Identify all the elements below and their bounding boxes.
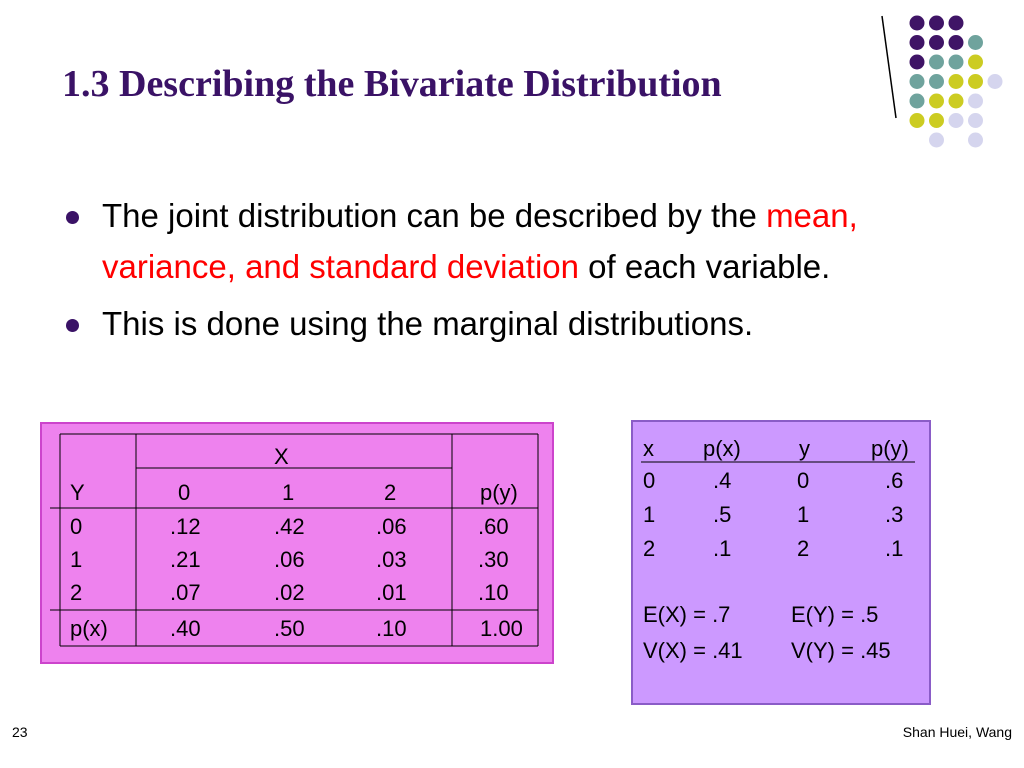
marg-cell: .3 bbox=[885, 502, 904, 527]
bullet-item-1 bbox=[60, 190, 960, 292]
decorative-dot bbox=[988, 74, 1003, 89]
x-value-0: 0 bbox=[178, 480, 191, 505]
decorative-dot bbox=[968, 35, 983, 50]
marg-cell: .5 bbox=[713, 502, 732, 527]
x-header: X bbox=[274, 444, 289, 469]
row-label-2: 2 bbox=[70, 580, 83, 605]
author-name: Shan Huei, Wang bbox=[902, 724, 1012, 740]
decorative-dot bbox=[929, 55, 944, 70]
decorative-dot bbox=[968, 113, 983, 128]
marg-cell: .1 bbox=[885, 536, 904, 561]
decorative-dot bbox=[949, 113, 964, 128]
row-total: .30 bbox=[478, 547, 509, 572]
px-value-2: .10 bbox=[376, 616, 407, 641]
decorative-dot bbox=[968, 55, 983, 70]
decorative-dot bbox=[910, 55, 925, 70]
bullet-1-text-end: of each variable. bbox=[579, 248, 831, 285]
decorative-dot bbox=[910, 94, 925, 109]
decorative-dot-grid bbox=[0, 0, 1024, 200]
decorative-dot bbox=[968, 133, 983, 148]
px-label: p(x) bbox=[70, 616, 108, 641]
table-cell: .07 bbox=[170, 580, 201, 605]
decorative-dot bbox=[949, 16, 964, 31]
row-label-1: 1 bbox=[70, 547, 83, 572]
y-header: Y bbox=[70, 480, 85, 505]
marg-header-px: p(x) bbox=[703, 436, 741, 461]
marg-cell: 2 bbox=[643, 536, 656, 561]
decorative-dot bbox=[949, 55, 964, 70]
marg-cell: 0 bbox=[797, 468, 810, 493]
bullet-1-text: The joint distribution can be described by the bbox=[102, 197, 767, 234]
row-total: .10 bbox=[478, 580, 509, 605]
decorative-dot bbox=[910, 35, 925, 50]
decorative-dot bbox=[929, 74, 944, 89]
bullet-icon bbox=[66, 211, 79, 224]
table-cell: .42 bbox=[274, 514, 305, 539]
marg-cell: .6 bbox=[885, 468, 904, 493]
table-cell: .06 bbox=[376, 514, 407, 539]
table-cell: .03 bbox=[376, 547, 407, 572]
bullet-2-text: This is done using the marginal distributions. bbox=[102, 305, 754, 342]
decorative-dot bbox=[929, 133, 944, 148]
row-total: .60 bbox=[478, 514, 509, 539]
marg-cell: 0 bbox=[643, 468, 656, 493]
x-value-2: 2 bbox=[384, 480, 397, 505]
decorative-dot bbox=[910, 113, 925, 128]
marg-cell: 1 bbox=[643, 502, 656, 527]
decorative-dot bbox=[949, 74, 964, 89]
variance-x: V(X) = .41 bbox=[643, 638, 743, 663]
x-value-1: 1 bbox=[282, 480, 295, 505]
variance-y: V(Y) = .45 bbox=[791, 638, 891, 663]
table-cell: .01 bbox=[376, 580, 407, 605]
marg-cell: .1 bbox=[713, 536, 732, 561]
table-cell: .06 bbox=[274, 547, 305, 572]
bullet-1-highlight: mean, variance, and standard deviation bbox=[102, 197, 858, 285]
marg-cell: 1 bbox=[797, 502, 810, 527]
decorative-dot bbox=[910, 16, 925, 31]
page-number: 23 bbox=[12, 724, 28, 740]
px-value-0: .40 bbox=[170, 616, 201, 641]
bullet-list bbox=[60, 190, 960, 355]
table-cell: .21 bbox=[170, 547, 201, 572]
marg-header-x: x bbox=[643, 436, 654, 461]
expected-x: E(X) = .7 bbox=[643, 602, 731, 627]
decorative-dot bbox=[929, 35, 944, 50]
marg-cell: .4 bbox=[713, 468, 732, 493]
px-value-1: .50 bbox=[274, 616, 305, 641]
slide-title: 1.3 Describing the Bivariate Distribution bbox=[62, 63, 722, 105]
decorative-dot bbox=[968, 74, 983, 89]
row-label-0: 0 bbox=[70, 514, 83, 539]
py-header: p(y) bbox=[480, 480, 518, 505]
bullet-icon bbox=[66, 319, 79, 332]
grand-total: 1.00 bbox=[480, 616, 523, 641]
decorative-dot bbox=[968, 94, 983, 109]
decorative-dot bbox=[910, 74, 925, 89]
decorative-dot bbox=[929, 94, 944, 109]
marg-header-py: p(y) bbox=[871, 436, 909, 461]
decorative-dot bbox=[949, 94, 964, 109]
decorative-dot bbox=[929, 113, 944, 128]
decorative-dot bbox=[949, 35, 964, 50]
joint-distribution-table bbox=[40, 422, 554, 664]
decorative-dot bbox=[929, 16, 944, 31]
decorative-line bbox=[882, 16, 896, 118]
table-cell: .12 bbox=[170, 514, 201, 539]
marg-cell: 2 bbox=[797, 536, 810, 561]
expected-y: E(Y) = .5 bbox=[791, 602, 879, 627]
bullet-item-2 bbox=[60, 298, 960, 349]
table-cell: .02 bbox=[274, 580, 305, 605]
marg-header-y: y bbox=[799, 436, 810, 461]
marginal-distributions-box bbox=[631, 420, 931, 705]
